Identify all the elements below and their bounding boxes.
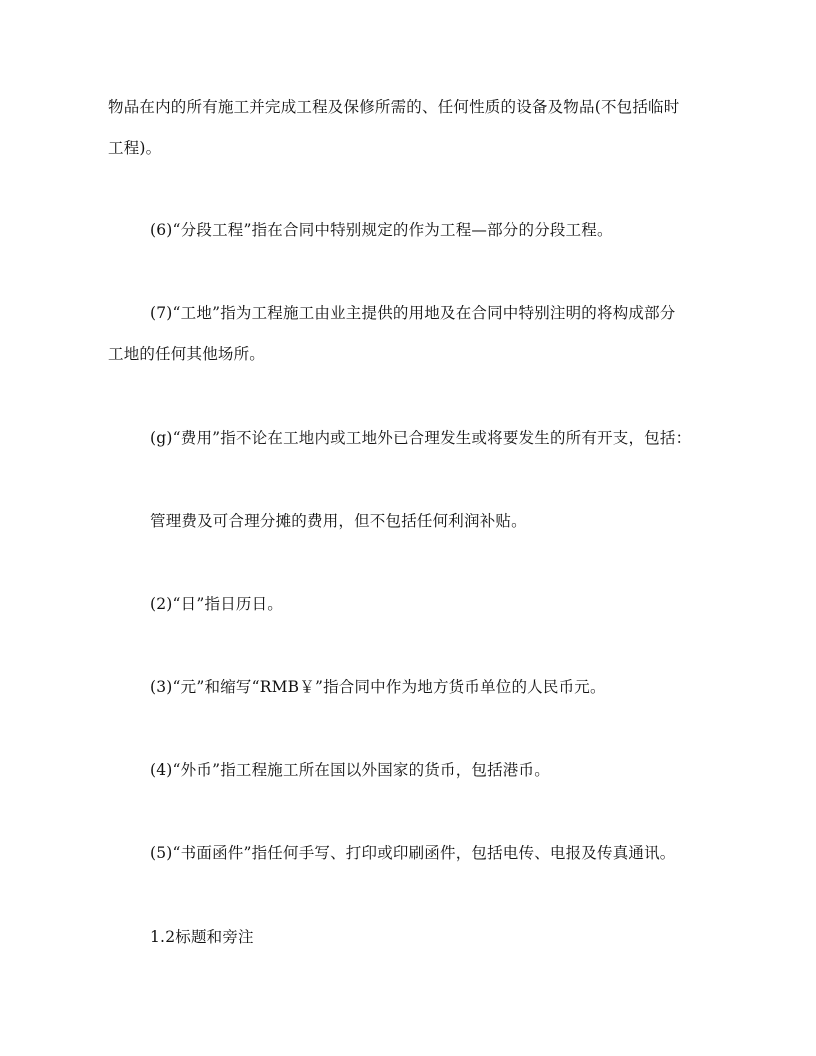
clause-cost: (g)“费用”指不论在工地内或工地外已合理发生或将要发生的所有开支，包括： xyxy=(150,429,692,447)
clause-site-line-1: (7)“工地”指为工程施工由业主提供的用地及在合同中特别注明的将构成部分 xyxy=(150,304,676,322)
clause-foreign-currency: (4)“外币”指工程施工所在国以外国家的货币，包括港币。 xyxy=(150,761,550,779)
clause-day: (2)“日”指日历日。 xyxy=(150,595,284,613)
clause-cost-continuation: 管理费及可合理分摊的费用，但不包括任何利润补贴。 xyxy=(150,512,527,530)
clause-site-line-2: 工地的任何其他场所。 xyxy=(108,345,266,363)
clause-segment-works: (6)“分段工程”指在合同中特别规定的作为工程—部分的分段工程。 xyxy=(150,221,613,239)
section-heading: 1.2标题和旁注 xyxy=(150,928,254,946)
paragraph-line-1: 物品在内的所有施工并完成工程及保修所需的、任何性质的设备及物品(不包括临时 xyxy=(108,98,680,116)
clause-written-correspondence: (5)“书面函件”指任何手写、打印或印刷函件，包括电传、电报及传真通讯。 xyxy=(150,844,676,862)
paragraph-line-2: 工程)。 xyxy=(108,139,162,157)
clause-yuan: (3)“元”和缩写“RMB￥”指合同中作为地方货币单位的人民币元。 xyxy=(150,678,606,696)
